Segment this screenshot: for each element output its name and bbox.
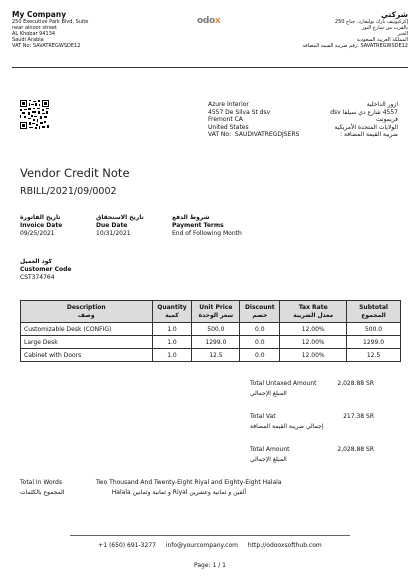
company-address-en — [12, 10, 142, 49]
total-in-words-value-ar: ألفين و ثمانية وعشرين Riyal و ثمانية وثمانين Halala — [111, 489, 246, 496]
vendor-address-ar — [308, 101, 398, 139]
line-discount: 0.0 — [240, 323, 280, 336]
vendor-name-ar: ازور الداخلية — [366, 101, 398, 108]
total-untaxed-value: 2,028.88 SR — [337, 380, 374, 387]
invoice-date-label-ar: تاريخ الفاتورة — [20, 214, 61, 221]
line-tax-rate: 12.00% — [280, 323, 347, 336]
vendor-line: Fremont CA — [208, 116, 243, 123]
line-description: Large Desk — [21, 336, 153, 349]
line-quantity: 1.0 — [152, 323, 192, 336]
footer-email[interactable]: info@yourcompany.com — [165, 542, 238, 549]
due-date-block — [96, 214, 166, 238]
customer-code-label-ar: كود العميل — [20, 258, 52, 265]
vendor-line-ar: فريمونت — [376, 116, 398, 123]
total-untaxed-label-ar: المبلغ الإجمالي — [250, 390, 287, 397]
company-vat: VAT No: SAVATREGWSDE12 — [12, 43, 81, 49]
total-vat-value: 217.38 SR — [343, 413, 374, 420]
column-header-subtotal: Subtotal المجموع — [347, 301, 401, 323]
column-header-description: Description وصف — [21, 301, 153, 323]
company-line: 250 Executive Park Blvd, Suite — [12, 19, 89, 25]
line-unit-price: 1299.0 — [192, 336, 240, 349]
header-divider — [12, 67, 408, 68]
due-date-label-ar: تاريخ الاستحقاق — [96, 214, 144, 221]
company-line-ar: المملكة العربية السعودية — [356, 37, 408, 43]
invoice-date-value: 09/25/2021 — [20, 230, 55, 237]
odoo-logo — [197, 16, 227, 28]
vendor-line-ar: الولايات المتحدة الأمريكية — [334, 123, 398, 131]
table-row — [21, 336, 401, 349]
vendor-line: 4557 De Silva St dsv — [208, 108, 271, 116]
vendor-line-ar: 4557 شارع دي سيلفا dsv — [330, 108, 398, 116]
footer-divider — [70, 535, 350, 536]
customer-code-label: Customer Code — [20, 265, 72, 273]
line-unit-price: 12.5 — [192, 349, 240, 362]
due-date-value: 10/31/2021 — [96, 230, 131, 237]
footer-phone: +1 (650) 691-3277 — [98, 542, 156, 549]
company-address-ar — [258, 10, 408, 49]
payment-terms-block — [172, 214, 282, 238]
line-discount: 0.0 — [240, 336, 280, 349]
line-tax-rate: 12.00% — [280, 349, 347, 362]
company-line-ar: إكزكيوتيف بارك بوليفارد، جناح 250 — [334, 19, 408, 25]
logo-accent: x — [214, 16, 221, 26]
document-number: RBILL/2021/09/0002 — [20, 186, 117, 197]
table-row — [21, 323, 401, 336]
total-amount-value: 2,028.88 SR — [337, 446, 374, 453]
logo-text: odo — [197, 16, 215, 26]
invoice-date-label: Invoice Date — [20, 221, 63, 229]
company-line-ar: الخبر — [397, 31, 408, 37]
qr-code-icon — [20, 100, 49, 129]
payment-terms-label-ar: شروط الدفع — [172, 214, 210, 221]
company-line: near alnoor street — [12, 25, 57, 31]
company-vat-ar: SAVATREGWSDE12 :رقم ضريبة القيمة المضافة — [302, 43, 408, 49]
line-quantity: 1.0 — [152, 349, 192, 362]
column-header-tax-rate: Tax Rate معدل الضريبة — [280, 301, 347, 323]
vendor-address-en — [208, 101, 318, 139]
line-unit-price: 500.0 — [192, 323, 240, 336]
line-discount: 0.0 — [240, 349, 280, 362]
line-subtotal: 500.0 — [347, 323, 401, 336]
document-title: Vendor Credit Note — [20, 166, 130, 180]
table-header-row — [21, 301, 401, 323]
vendor-vat: VAT No: SAUDIVATREGDJSERS — [208, 131, 300, 138]
line-subtotal: 1299.0 — [347, 336, 401, 349]
total-vat-label: Total Vat — [250, 413, 276, 420]
vendor-line: United States — [208, 123, 249, 131]
payment-terms-label: Payment Terms — [172, 221, 224, 229]
line-tax-rate: 12.00% — [280, 336, 347, 349]
total-in-words-label-ar: المجموع بالكلمات — [20, 489, 65, 496]
column-header-discount: Discount خصم — [240, 301, 280, 323]
footer-website[interactable]: http://odooxsofthub.com — [247, 542, 322, 549]
total-vat-label-ar: إجمالي ضريبة القيمة المضافة — [250, 423, 324, 430]
page-number: Page: 1 / 1 — [194, 562, 226, 569]
total-untaxed-label: Total Untaxed Amount — [250, 380, 317, 387]
company-line: Saudi Arabia — [12, 37, 44, 43]
payment-terms-value: End of Following Month — [172, 230, 242, 237]
invoice-date-block — [20, 214, 90, 238]
line-description: Customizable Desk (CONFIG) — [21, 323, 153, 336]
total-amount-label: Total Amount — [250, 446, 290, 453]
due-date-label: Due Date — [96, 221, 128, 229]
invoice-lines-table — [20, 300, 401, 362]
company-name-ar: شركتي — [380, 10, 408, 19]
customer-code-value: CST374764 — [20, 274, 55, 281]
column-header-unit-price: Unit Price سعر الوحدة — [192, 301, 240, 323]
column-header-quantity: Quantity كمية — [152, 301, 192, 323]
line-quantity: 1.0 — [152, 336, 192, 349]
customer-code-block — [20, 258, 110, 282]
vendor-vat-ar: ضريبة القيمة المضافة : — [340, 131, 398, 138]
company-line: AL Khobar 94134 — [12, 31, 56, 37]
line-subtotal: 12.5 — [347, 349, 401, 362]
total-in-words-label: Total In Words — [20, 479, 62, 486]
total-amount-label-ar: المبلغ الإجمالي — [250, 456, 287, 463]
vendor-name: Azure Interior — [208, 101, 249, 108]
line-description: Cabinet with Doors — [21, 349, 153, 362]
company-line-ar: بالقرب من شارع النور — [361, 25, 408, 31]
footer-contact — [0, 542, 420, 550]
company-name-en: My Company — [12, 10, 67, 19]
table-row — [21, 349, 401, 362]
total-in-words-value: Two Thousand And Twenty-Eight Riyal and Eighty-Eight Halala — [96, 479, 282, 486]
